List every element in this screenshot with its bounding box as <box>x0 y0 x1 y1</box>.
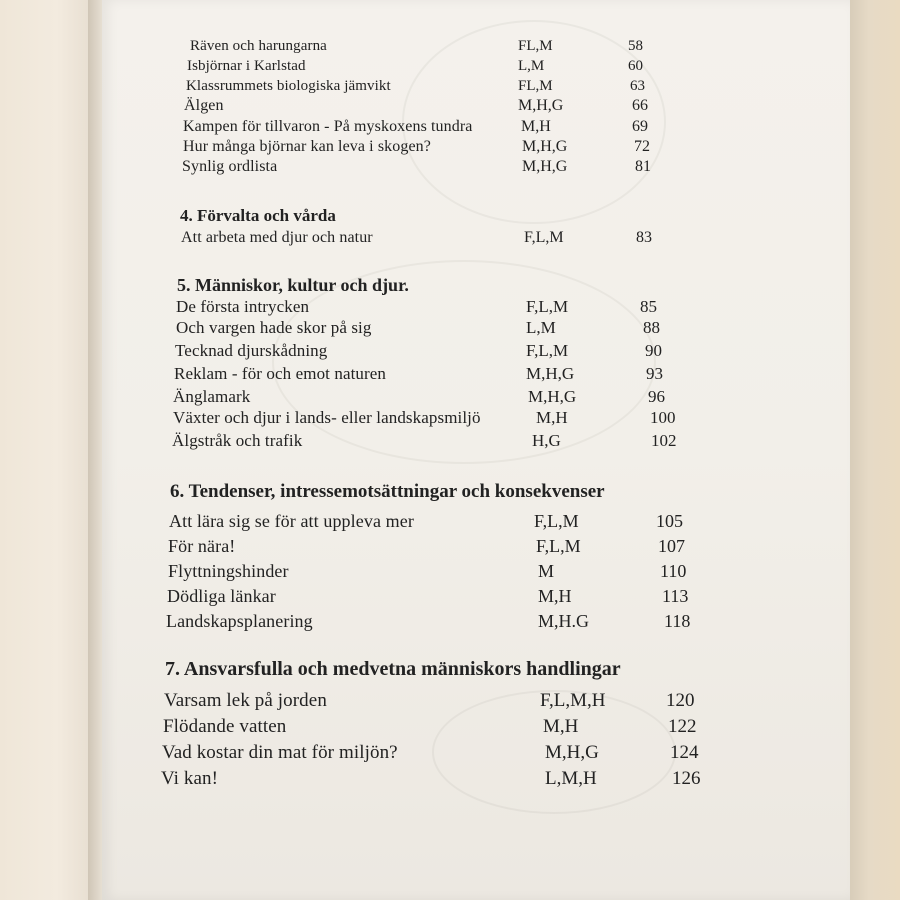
toc-entry-levels: F,L,M <box>536 536 581 556</box>
section-heading: 7. Ansvarsfulla och medvetna människors handlingar <box>165 658 621 680</box>
toc-entry-page: 113 <box>662 586 689 606</box>
right-page-edge <box>848 0 900 900</box>
toc-entry <box>102 297 850 319</box>
toc-entry-title: Synlig ordlista <box>182 158 278 175</box>
toc-entry-title: Flödande vatten <box>163 716 287 737</box>
toc-entry-page: 110 <box>660 561 687 581</box>
toc-entry-levels: M,H,G <box>528 387 577 406</box>
toc-entry-title: Och vargen hade skor på sig <box>176 318 372 337</box>
toc-entry-levels: M,H <box>538 586 572 606</box>
toc-entry-title: Landskapsplanering <box>166 611 313 631</box>
toc-entry-levels: M <box>538 561 555 581</box>
toc-entry-page: 63 <box>630 78 645 94</box>
toc-entry-page: 85 <box>640 297 657 316</box>
toc-entry-page: 90 <box>645 341 662 360</box>
toc-entry-page: 83 <box>636 229 652 246</box>
section-heading: 6. Tendenser, intressemotsättningar och konsekvenser <box>170 481 605 502</box>
toc-entry <box>102 511 850 533</box>
toc-entry-title: Reklam - för och emot naturen <box>174 364 387 383</box>
toc-entry <box>102 341 850 363</box>
toc-entry-page: 60 <box>628 58 643 74</box>
toc-entry-page: 58 <box>628 38 643 54</box>
toc-entry-levels: M,H,G <box>526 364 575 383</box>
toc-entry-title: Att arbeta med djur och natur <box>181 229 373 246</box>
toc-entry-title: Hur många björnar kan leva i skogen? <box>183 138 431 155</box>
toc-entry <box>102 97 850 119</box>
toc-entry-page: 124 <box>670 742 699 763</box>
toc-entry <box>102 716 850 738</box>
toc-entry-page: 100 <box>650 408 676 427</box>
toc-entry-title: Klassrummets biologiska jämvikt <box>186 78 391 94</box>
toc-entry <box>102 690 850 712</box>
toc-entry-title: Växter och djur i lands- eller landskapsmiljö <box>173 408 481 427</box>
toc-entry-title: Dödliga länkar <box>167 586 276 606</box>
toc-entry-page: 72 <box>634 138 650 155</box>
toc-entry-page: 66 <box>632 97 648 114</box>
toc-entry-title: Änglamark <box>173 387 251 406</box>
toc-entry-title: Kampen för tillvaron - På myskoxens tundra <box>183 118 473 135</box>
toc-entry-page: 118 <box>664 611 691 631</box>
toc-entry-levels: L,M <box>518 58 545 74</box>
toc-entry <box>102 536 850 558</box>
toc-entry-page: 81 <box>635 158 651 175</box>
toc-entry-levels: M,H,G <box>522 158 568 175</box>
toc-entry-levels: F,L,M <box>526 341 569 360</box>
toc-entry-levels: L,M,H <box>545 768 597 789</box>
toc-entry-page: 107 <box>658 536 685 556</box>
left-page-edge <box>0 0 95 900</box>
toc-entry <box>102 742 850 764</box>
toc-entry-levels: M,H,G <box>518 97 564 114</box>
toc-entry-levels: M,H,G <box>545 742 599 763</box>
toc-entry <box>102 318 850 340</box>
toc-entry-title: Isbjörnar i Karlstad <box>187 58 306 74</box>
toc-entry-page: 102 <box>651 431 677 450</box>
toc-entry-title: Älgen <box>184 97 224 114</box>
toc-entry-levels: M,H <box>536 408 568 427</box>
toc-entry-title: Räven och harungarna <box>190 38 327 54</box>
toc-entry-page: 88 <box>643 318 660 337</box>
toc-entry <box>102 138 850 160</box>
toc-entry <box>102 586 850 608</box>
toc-entry-page: 93 <box>646 364 663 383</box>
toc-entry-page: 69 <box>632 118 648 135</box>
toc-entry-levels: F,L,M <box>524 229 564 246</box>
toc-entry <box>102 431 850 453</box>
toc-entry-title: Tecknad djurskådning <box>175 341 328 360</box>
toc-page <box>102 0 850 900</box>
toc-entry-page: 96 <box>648 387 665 406</box>
toc-entry-levels: M,H <box>521 118 551 135</box>
toc-entry <box>102 38 850 60</box>
toc-entry <box>102 118 850 140</box>
toc-entry-title: Vi kan! <box>161 768 219 789</box>
toc-entry-title: Vad kostar din mat för miljön? <box>162 742 398 763</box>
toc-entry-page: 120 <box>666 690 695 711</box>
toc-entry <box>102 58 850 80</box>
toc-entry-title: Flyttningshinder <box>168 561 289 581</box>
toc-entry <box>102 387 850 409</box>
toc-entry <box>102 561 850 583</box>
toc-entry-levels: M,H.G <box>538 611 590 631</box>
toc-entry-levels: L,M <box>526 318 556 337</box>
section-heading: 4. Förvalta och vårda <box>180 206 336 225</box>
toc-entry-page: 126 <box>672 768 701 789</box>
section-heading: 5. Människor, kultur och djur. <box>177 275 409 295</box>
toc-entry <box>102 768 850 790</box>
toc-entry-levels: F,L,M,H <box>540 690 606 711</box>
toc-entry-title: Att lära sig se för att uppleva mer <box>169 511 414 531</box>
toc-entry-levels: M,H,G <box>522 138 568 155</box>
toc-entry-levels: FL,M <box>518 38 553 54</box>
toc-entry-levels: F,L,M <box>526 297 569 316</box>
toc-entry-levels: FL,M <box>518 78 553 94</box>
toc-entry-levels: H,G <box>532 431 561 450</box>
toc-entry-title: Varsam lek på jorden <box>164 690 327 711</box>
toc-entry <box>102 611 850 633</box>
toc-entry-levels: M,H <box>543 716 579 737</box>
toc-entry-title: De första intrycken <box>176 297 310 316</box>
toc-entry-levels: F,L,M <box>534 511 579 531</box>
toc-entry <box>102 229 850 251</box>
toc-entry-title: För nära! <box>168 536 236 556</box>
toc-entry <box>102 408 850 430</box>
toc-entry <box>102 364 850 386</box>
toc-entry-title: Älgstråk och trafik <box>172 431 303 450</box>
toc-entry-page: 105 <box>656 511 683 531</box>
toc-entry-page: 122 <box>668 716 697 737</box>
toc-entry <box>102 158 850 180</box>
